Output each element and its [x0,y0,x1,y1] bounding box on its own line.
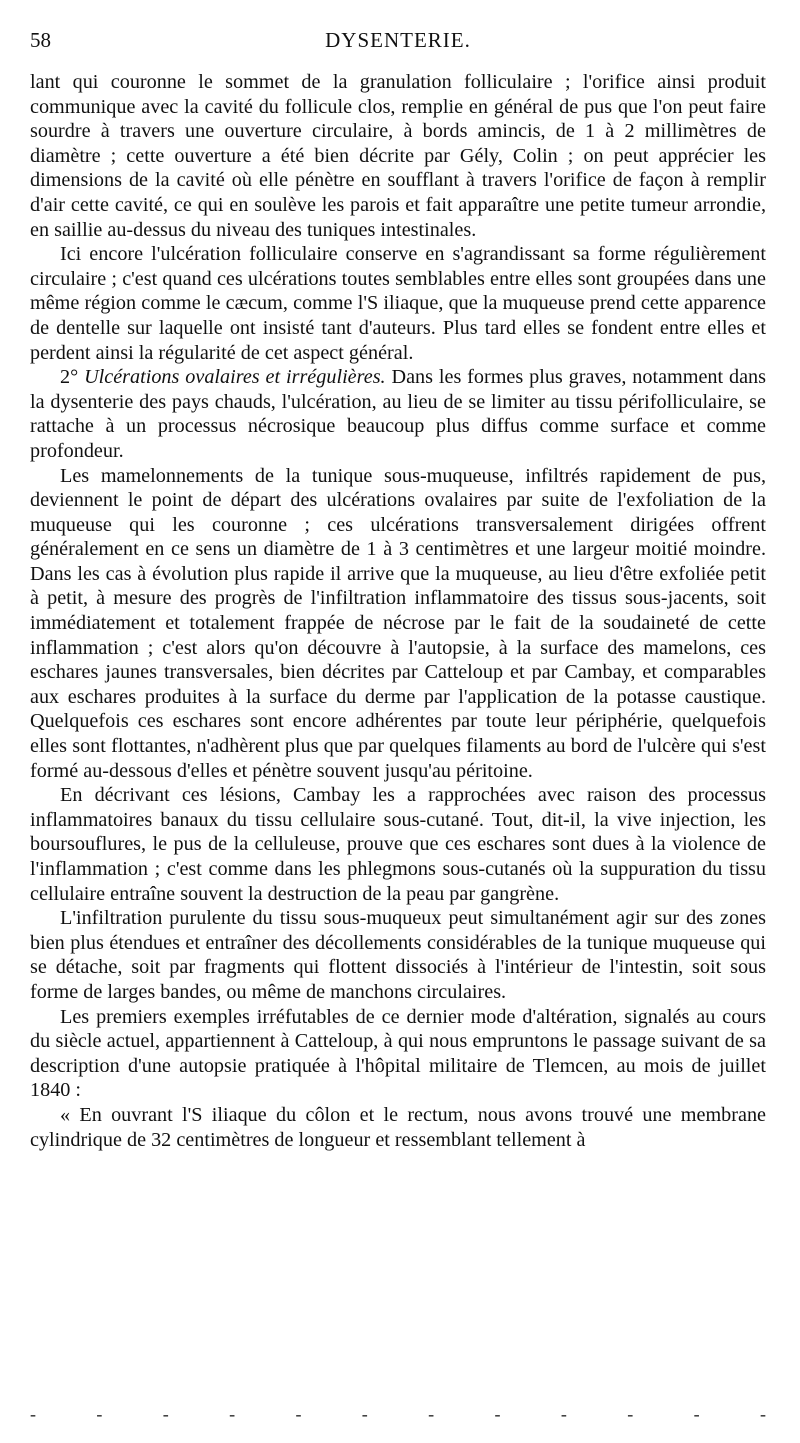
page-number: 58 [30,28,51,52]
paragraph-6: L'infiltration purulente du tissu sous-muqueux peut simultanément agir sur des zones bien plus étendues et entraîner des décollements considérables de la tunique muqueuse qui se détache, soit par fragments qui flottent dissociés à l'intérieur de l'intestin, soit sous forme de larges bandes, ou même de manchons circulaires. [30,907,766,1003]
dash-mark: - [30,1404,36,1424]
paragraph-7: Les premiers exemples irréfutables de ce dernier mode d'altération, signalés au cours du siècle actuel, appartiennent à Catteloup, à qui nous empruntons le passage suivant de sa description d'une autopsie pratiquée à l'hôpital militaire de Tlemcen, au mois de juillet 1840 : [30,1005,766,1102]
page-header [30,28,766,52]
dash-mark: - [560,1404,567,1424]
subheading-number: 2° [60,366,79,389]
paragraph-1: lant qui couronne le sommet de la granulation folliculaire ; l'orifice ainsi produit communique avec la cavité du follicule clos, remplie en général de pus que l'on peut faire sourdre à travers une ouverture circulaire, à bords amincis, de 1 à 2 millimètres de diamètre ; cette ouverture a été bien décrite par Gély, Colin ; on peut apprécier les dimensions de la cavité où elle pénètre en soufflant à travers l'orifice de façon à remplir d'air cette cavité, ce qui en soulève les parois et fait apparaître une petite tumeur arrondie, en saillie au-dessus du niveau des tuniques intestinales. [30,71,766,241]
dash-mark: - [627,1404,634,1424]
dash-mark: - [295,1404,302,1424]
running-title: DYSENTERIE. [325,28,471,52]
dash-mark: - [693,1404,700,1424]
paragraph-2: Ici encore l'ulcération folliculaire conserve en s'agrandissant sa forme régulièrement circulaire ; c'est quand ces ulcérations toutes semblables entre elles sont groupées dans une même région comme le cæcum, comme l'S iliaque, que la muqueuse prend cette apparence de dentelle sur laquelle ont insisté tant d'auteurs. Plus tard elles se fondent entre elles et perdent ainsi la régularité de cet aspect général. [30,243,766,364]
dash-mark: - [759,1404,766,1424]
paragraph-4: Les mamelonnements de la tunique sous-muqueuse, infiltrés rapidement de pus, deviennent le point de départ des ulcérations ovalaires par suite de l'exfoliation de la muqueuse qui les couronne ; ces ulcérations transversalement dirigées offrent généralement en ce sens un diamètre de 1 à 3 centimètres et une largeur moitié moindre. Dans les cas à évolution plus rapide il arrive que la muqueuse, au lieu d'être exfoliée petit à petit, à mesure des progrès de l'infiltration inflammatoire des tissus sous-jacents, soit immédiatement et totalement frappée de nécrose par le fait de la soudaineté de cette inflammation ; c'est alors qu'on découvre à l'autopsie, à la surface des mamelons, ces eschares jaunes transversales, bien décrites par Catteloup et par Cambay, et comparables aux eschares produites à la surface du derme par l'application de la potasse caustique. Quelquefois ces eschares sont encore adhérentes par toute leur périphérie, quelquefois elles sont flottantes, n'adhèrent plus que par quelques filaments au bord de l'ulcère qui s'est formé au-dessous d'elles et pénètre souvent jusqu'au péritoine. [30,464,766,782]
dash-mark: - [361,1404,368,1424]
paragraph-3-text: Dans les formes plus graves, notamment dans la dysenterie des pays chauds, l'ulcération, au lieu de se limiter au tissu périfolliculaire, se rattache à un processus nécrosique beaucoup plus diffus comme surface et comme profondeur. [30,366,767,462]
paragraph-5: En décrivant ces lésions, Cambay les a rapprochées avec raison des processus inflammatoires banaux du tissu cellulaire sous-cutané. Tout, dit-il, la vive injection, les boursouflures, le pus de la celluleuse, prouve que ces eschares sont dues à la violence de l'inflammation ; c'est comme dans les phlegmons sous-cutanés où la suppuration du tissu cellulaire entraîne souvent la destruction de la peau par gangrène. [30,784,766,905]
page-bottom-marks [30,1404,766,1425]
document-page [30,28,766,1152]
dash-mark: - [494,1404,501,1424]
subheading-title: Ulcérations ovalaires et irrégulières. [84,366,386,389]
dash-mark: - [229,1404,236,1424]
dash-mark: - [428,1404,435,1424]
paragraph-3 [30,365,766,463]
dash-mark: - [162,1404,169,1424]
paragraph-8: « En ouvrant l'S iliaque du côlon et le rectum, nous avons trouvé une membrane cylindrique de 32 centimètres de longueur et ressemblant tellement à [30,1103,766,1151]
dash-mark: - [96,1404,103,1424]
